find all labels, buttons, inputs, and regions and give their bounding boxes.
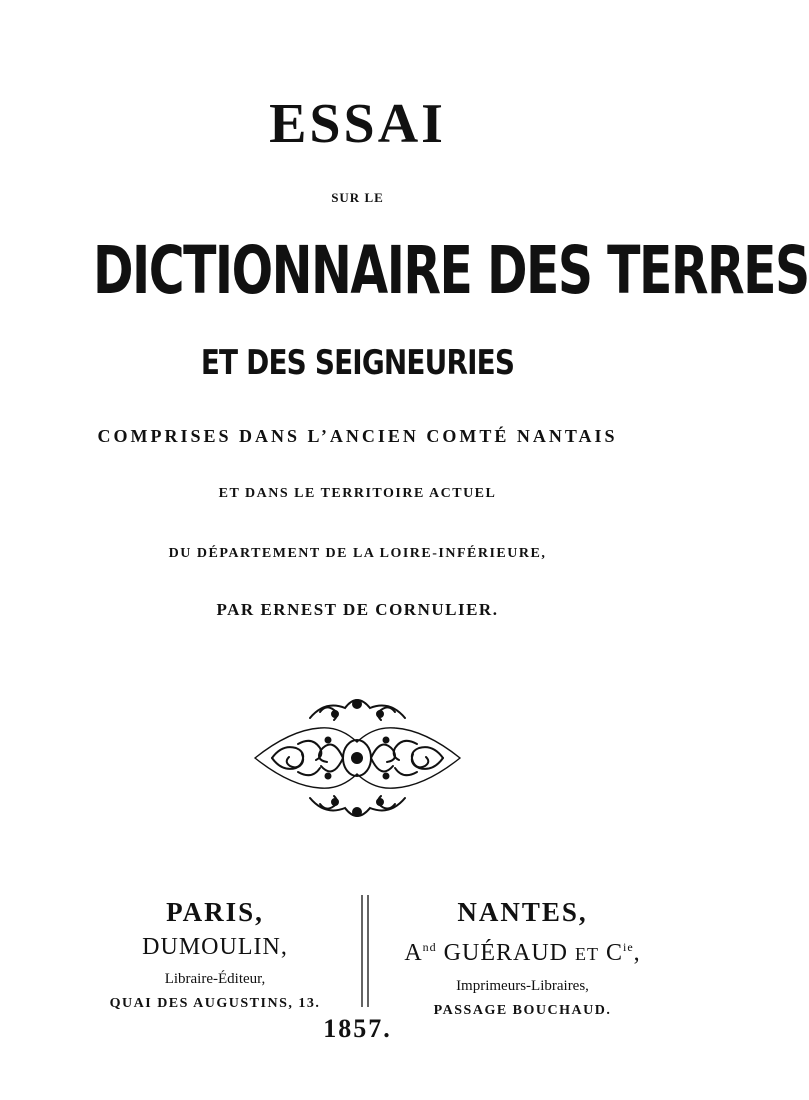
title-subject-line2: ET DES SEIGNEURIES <box>200 343 515 383</box>
publisher-c: C <box>598 940 623 966</box>
imprint-address: PASSAGE BOUCHAUD. <box>433 1003 612 1018</box>
imprint-role: Libraire-Éditeur, <box>164 971 266 987</box>
publisher-name: GUÉRAUD <box>436 940 575 966</box>
imprint-paris <box>90 896 340 1016</box>
imprint-city: PARIS, <box>166 897 264 927</box>
publisher-prefix: A <box>404 940 423 966</box>
imprint-publisher: DUMOULIN, <box>142 934 288 960</box>
publisher-prefix-sup: nd <box>422 940 437 954</box>
title-main: ESSAI <box>269 93 446 155</box>
title-connector: SUR LE <box>331 190 384 205</box>
imprint-nantes <box>385 896 660 1023</box>
author-line <box>0 600 715 620</box>
column-divider <box>358 895 372 1007</box>
scroll-ornament-icon <box>250 690 465 825</box>
scope-line2: ET DANS LE TERRITOIRE ACTUEL <box>218 486 497 501</box>
imprint-publisher <box>385 930 660 971</box>
imprint-city: NANTES, <box>457 897 588 927</box>
author-name: DE CORNULIER. <box>342 600 499 619</box>
imprint-role: Imprimeurs-Libraires, <box>456 978 589 994</box>
author-by: PAR ERNEST <box>216 600 338 619</box>
publisher-c-sup: ie <box>623 940 634 954</box>
publisher-et: ET <box>574 944 599 964</box>
publisher-end: , <box>633 940 641 966</box>
scope-line3: DU DÉPARTEMENT DE LA LOIRE-INFÉRIEURE, <box>168 546 547 561</box>
imprint-address: QUAI DES AUGUSTINS, 13. <box>109 996 321 1011</box>
publication-year: 1857. <box>323 1014 392 1043</box>
scope-line1: COMPRISES DANS L’ANCIEN COMTÉ NANTAIS <box>97 426 618 446</box>
title-subject-line1: DICTIONNAIRE DES TERRES <box>92 232 809 309</box>
